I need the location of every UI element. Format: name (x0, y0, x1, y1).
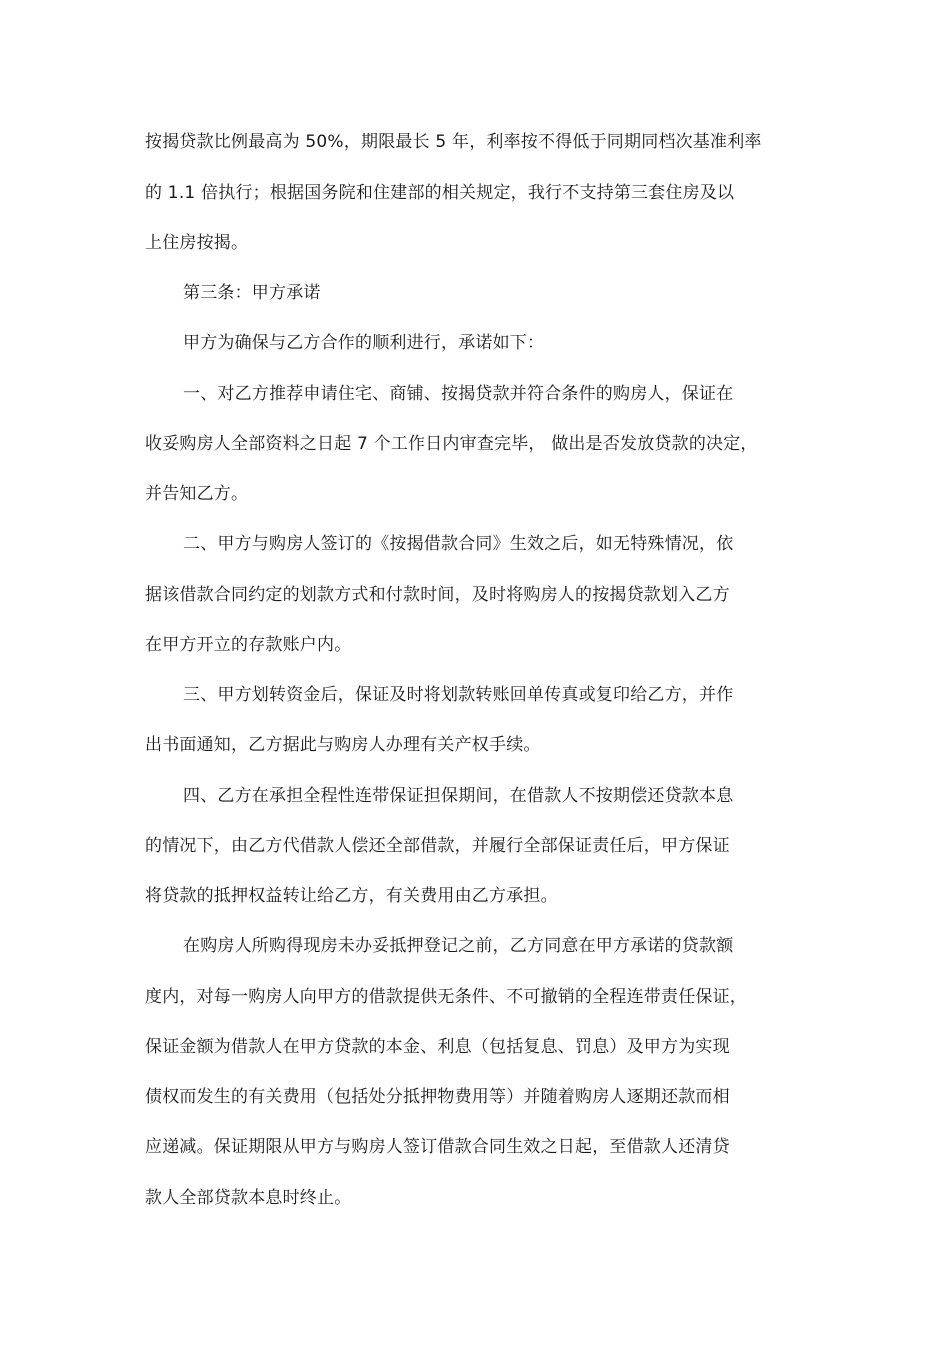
text-line: 按揭贷款比例最高为 50%，期限最长 5 年，利率按不得低于同期同档次基准利率 (145, 132, 762, 152)
text-line: 四、乙方在承担全程性连带保证担保期间，在借款人不按期偿还贷款本息 (183, 786, 734, 806)
text-line: 将贷款的抵押权益转让给乙方，有关费用由乙方承担。 (145, 886, 558, 906)
text-line: 在购房人所购得现房未办妥抵押登记之前，乙方同意在甲方承诺的贷款额 (183, 936, 734, 956)
text-line: 三、甲方划转资金后，保证及时将划款转账回单传真或复印给乙方，并作 (183, 685, 734, 705)
text-line: 甲方为确保与乙方合作的顺利进行，承诺如下： (183, 333, 545, 353)
text-line: 债权而发生的有关费用（包括处分抵押物费用等）并随着购房人逐期还款而相 (145, 1087, 730, 1107)
text-line: 在甲方开立的存款账户内。 (145, 635, 352, 655)
text-line: 据该借款合同约定的划款方式和付款时间，及时将购房人的按揭贷款划入乙方 (145, 585, 730, 605)
text-line: 款人全部贷款本息时终止。 (145, 1188, 352, 1208)
text-line: 的情况下，由乙方代借款人偿还全部借款，并履行全部保证责任后，甲方保证 (145, 836, 730, 856)
text-line: 的 1.1 倍执行；根据国务院和住建部的相关规定，我行不支持第三套住房及以 (145, 183, 735, 203)
text-line: 并告知乙方。 (145, 484, 249, 504)
text-line: 应递减。保证期限从甲方与购房人签订借款合同生效之日起，至借款人还清贷 (145, 1137, 730, 1157)
text-line: 出书面通知，乙方据此与购房人办理有关产权手续。 (145, 735, 541, 755)
text-line: 度内，对每一购房人向甲方的借款提供无条件、不可撤销的全程连带责任保证， (145, 987, 747, 1007)
text-line: 二、甲方与购房人签订的《按揭借款合同》生效之后，如无特殊情况，依 (183, 534, 734, 554)
text-line: 上住房按揭。 (145, 233, 249, 253)
text-line: 收妥购房人全部资料之日起 7 个工作日内审查完毕， 做出是否发放贷款的决定， (145, 434, 758, 454)
text-line: 一、对乙方推荐申请住宅、商铺、按揭贷款并符合条件的购房人，保证在 (183, 384, 734, 404)
section-heading: 第三条：甲方承诺 (183, 283, 321, 303)
text-line: 保证金额为借款人在甲方贷款的本金、利息（包括复息、罚息）及甲方为实现 (145, 1037, 730, 1057)
